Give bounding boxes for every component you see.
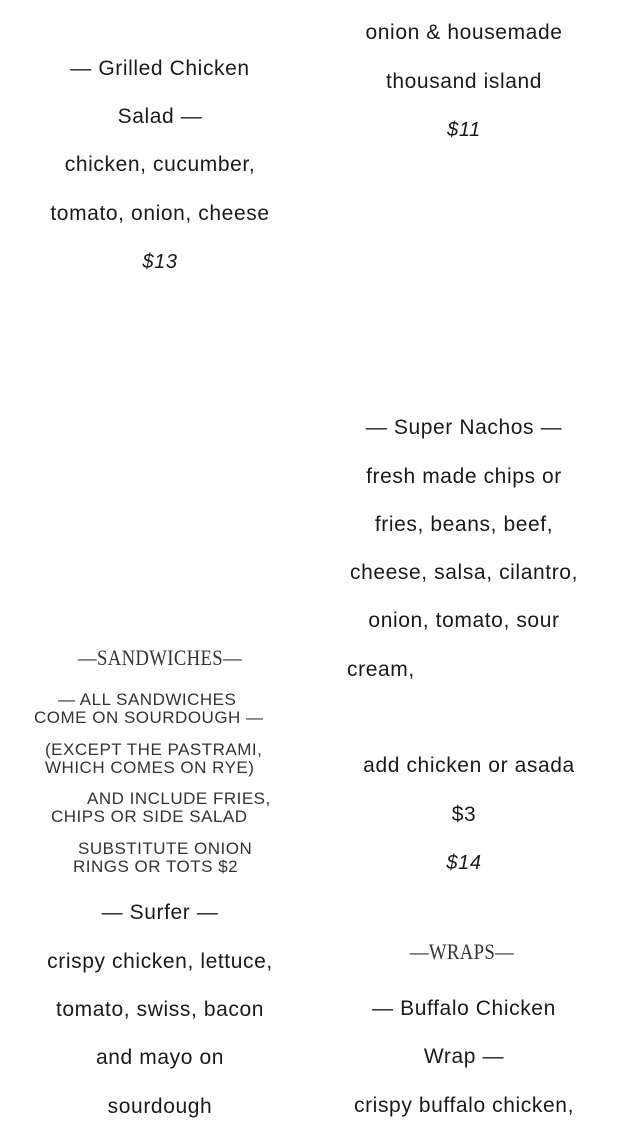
super-nachos-desc-line1: fresh made chips or	[366, 465, 562, 488]
sandwiches-note3-line2: CHIPS OR SIDE SALAD	[51, 807, 248, 826]
buffalo-chicken-wrap-name-line1: — Buffalo Chicken	[372, 997, 556, 1020]
super-nachos-desc-line3: cheese, salsa, cilantro,	[349, 561, 579, 584]
super-nachos-name: — Super Nachos —	[365, 416, 563, 439]
super-nachos-desc-line4: onion, tomato, sour	[368, 609, 560, 632]
sandwiches-heading: —SANDWICHES—	[77, 645, 243, 670]
sandwiches-note4-line1: SUBSTITUTE ONION	[78, 839, 253, 858]
super-nachos-addon-line1: add chicken or asada	[363, 754, 575, 777]
sandwiches-note4-line2: RINGS OR TOTS $2	[73, 857, 239, 876]
sandwiches-note1-line1: — ALL SANDWICHES	[58, 690, 237, 709]
super-nachos-desc-line5: cream,	[347, 658, 415, 681]
super-nachos-desc-line2: fries, beans, beef,	[374, 513, 554, 536]
buffalo-chicken-wrap-name-line2: Wrap —	[423, 1045, 505, 1068]
grilled-chicken-salad-desc-line2: tomato, onion, cheese	[50, 202, 270, 225]
super-nachos-addon-line2: $3	[451, 803, 477, 826]
surfer-desc-line3: and mayo on	[95, 1046, 225, 1069]
grilled-chicken-salad-price: $13	[142, 251, 178, 273]
wraps-heading: —WRAPS—	[409, 939, 515, 964]
surfer-desc-line1: crispy chicken, lettuce,	[47, 950, 273, 973]
top-item-desc-line1: onion & housemade	[365, 21, 563, 44]
sandwiches-note2-line2: WHICH COMES ON RYE)	[45, 758, 255, 777]
top-item-desc-line2: thousand island	[385, 70, 543, 93]
surfer-name: — Surfer —	[101, 901, 219, 924]
sandwiches-note3-line1: AND INCLUDE FRIES,	[87, 789, 271, 808]
top-item-price: $11	[447, 119, 481, 141]
grilled-chicken-salad-name-line2: Salad —	[117, 105, 203, 128]
grilled-chicken-salad-desc-line1: chicken, cucumber,	[64, 153, 256, 176]
surfer-desc-line2: tomato, swiss, bacon	[55, 998, 265, 1021]
buffalo-chicken-wrap-desc-line1: crispy buffalo chicken,	[353, 1094, 575, 1117]
sandwiches-note1-line2: COME ON SOURDOUGH —	[34, 708, 264, 727]
grilled-chicken-salad-name-line1: — Grilled Chicken	[70, 57, 250, 80]
sandwiches-note2-line1: (EXCEPT THE PASTRAMI,	[45, 740, 263, 759]
super-nachos-price: $14	[446, 852, 482, 874]
surfer-desc-line4: sourdough	[107, 1095, 213, 1118]
